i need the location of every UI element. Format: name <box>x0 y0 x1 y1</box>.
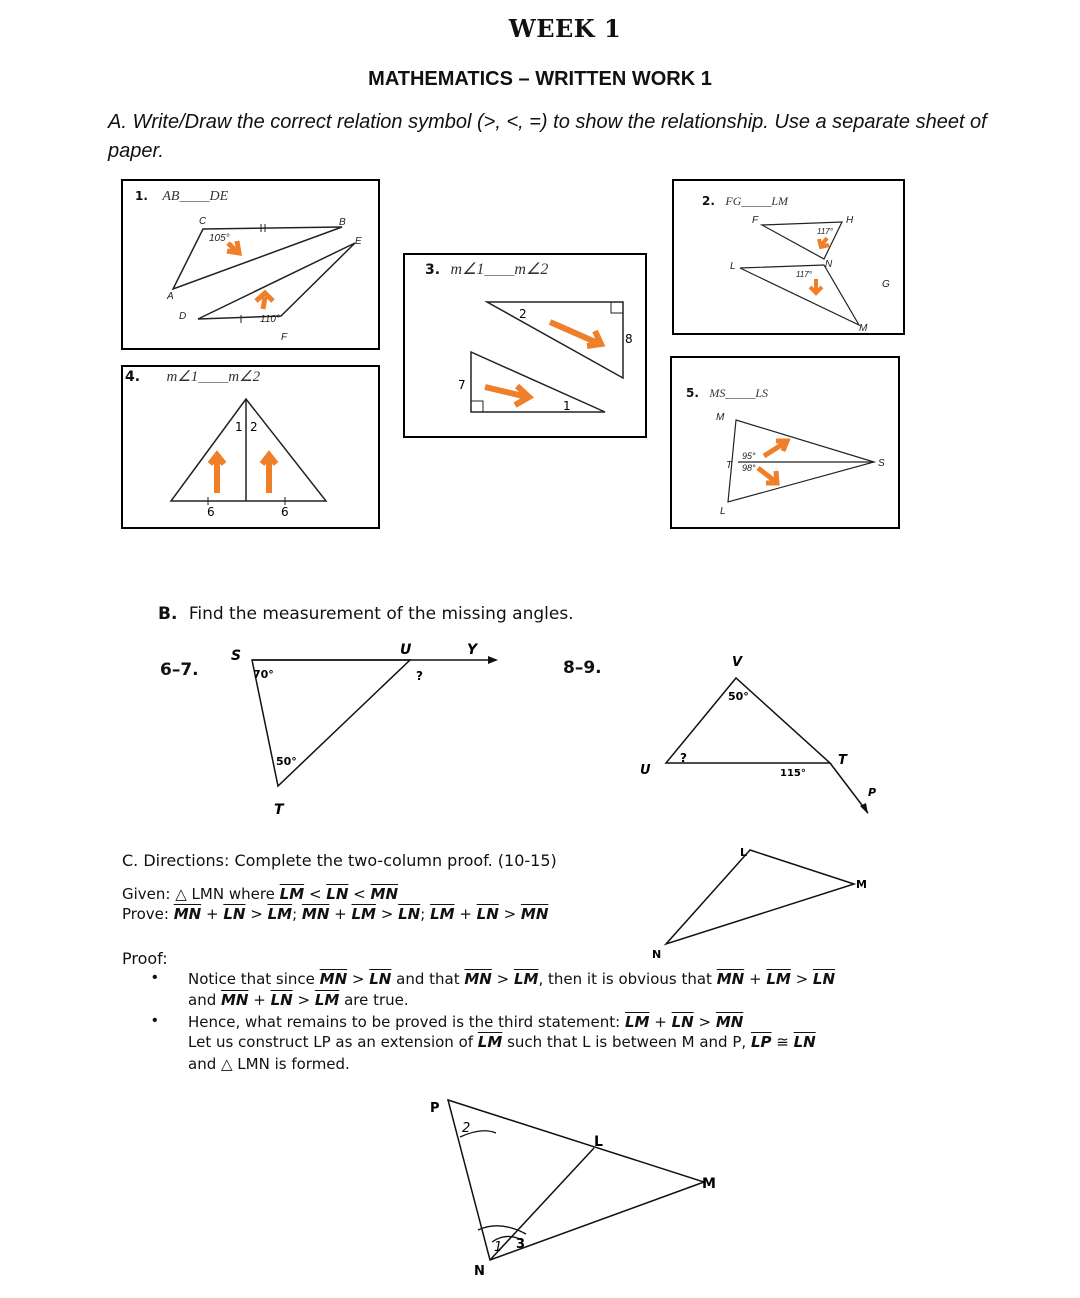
item-number: 1. <box>135 189 148 203</box>
segment: $\overline{MN}$ <box>520 905 549 923</box>
side-length: 7 <box>458 378 466 392</box>
item-number: 4. <box>125 369 141 385</box>
operator: + <box>248 991 271 1009</box>
operator: + <box>649 1013 672 1031</box>
item-1-figure <box>123 181 378 348</box>
section-heading-text: Find the measurement of the missing angles. <box>188 604 574 624</box>
vertex-label: M <box>716 412 725 423</box>
vertex-label: M <box>859 323 868 333</box>
vertex-label: L <box>730 261 736 272</box>
item-3-box <box>403 253 647 438</box>
given-statement <box>122 885 398 904</box>
vertex-label: N <box>652 948 662 961</box>
vertex-label: G <box>882 279 890 290</box>
item-right: LM <box>771 194 789 208</box>
side-length: 6 <box>207 505 215 519</box>
text: are true. <box>339 991 409 1009</box>
angle-label: 117° <box>796 270 812 279</box>
operator: > <box>693 1013 716 1031</box>
item-4-figure <box>123 367 378 527</box>
segment: $\overline{LN}$ <box>398 905 421 923</box>
angle-label: 98° <box>742 463 756 473</box>
segment: $\overline{LM}$ <box>477 1033 503 1051</box>
item-left: AB <box>162 189 180 204</box>
item-blank: _____ <box>179 189 210 203</box>
section-a-instruction: A. Write/Draw the correct relation symbol (>, <, =) to show the relationship. Use a separate sheet of paper. <box>108 111 987 162</box>
operator: + <box>454 905 477 923</box>
segment: $\overline{MN}$ <box>715 1013 744 1031</box>
angle-number: 1 <box>235 420 243 434</box>
prove-prefix: Prove: <box>122 905 169 923</box>
proof-label: Proof: <box>122 949 168 968</box>
construction-figure <box>420 1092 740 1282</box>
item-3-figure <box>405 255 645 436</box>
problem-8-9-figure <box>630 648 900 823</box>
angle-label: 50° <box>728 690 749 703</box>
item-1-box <box>121 179 380 350</box>
vertex-label: T <box>274 802 284 818</box>
item-right: m∠2 <box>228 369 261 385</box>
segment: $\overline{MN}$ <box>464 970 492 988</box>
operator: > <box>347 970 370 988</box>
given-prefix: Given: △ LMN where <box>122 885 275 903</box>
angle-number: 2 <box>462 1121 471 1136</box>
prove-statement <box>122 905 548 924</box>
segment: $\overline{MN}$ <box>173 905 202 923</box>
operator: ; <box>420 905 431 923</box>
problem-6-7-label: 6–7. <box>160 660 199 680</box>
vertex-label: S <box>231 648 242 664</box>
text: and that <box>391 970 465 988</box>
segment: $\overline{LM}$ <box>766 970 791 988</box>
segment: $\overline{LM}$ <box>430 905 455 923</box>
operator: > <box>491 970 514 988</box>
vertex-label: L <box>740 846 748 859</box>
item-number: 3. <box>425 262 441 278</box>
proof-bullet-2-line-1 <box>188 1013 743 1032</box>
segment: $\overline{MN}$ <box>716 970 745 988</box>
item-left: FG <box>725 194 742 208</box>
item-left: MS <box>709 386 726 400</box>
vertex-label: D <box>179 311 187 322</box>
vertex-label: Y <box>467 642 478 658</box>
vertex-label: M <box>702 1176 716 1192</box>
problem-6-7-figure <box>220 638 520 823</box>
item-2-figure <box>674 181 903 333</box>
proof-bullet-2-line-2 <box>188 1033 816 1052</box>
vertex-label: P <box>430 1101 440 1116</box>
item-5-box <box>670 356 900 529</box>
page-title: WEEK 1 <box>508 14 622 43</box>
item-left: m∠1 <box>166 369 199 385</box>
vertex-label: P <box>868 786 877 799</box>
operator: + <box>329 905 352 923</box>
segment: $\overline{LN}$ <box>270 991 293 1009</box>
vertex-label: V <box>732 655 743 670</box>
vertex-label: L <box>594 1134 603 1150</box>
proof-bullet-1-line-2 <box>188 991 409 1010</box>
item-4-box <box>121 365 380 529</box>
text: Hence, what remains to be proved is the third statement: <box>188 1013 625 1031</box>
item-number: 2. <box>702 194 715 208</box>
angle-label: 115° <box>780 768 806 779</box>
operator: > <box>376 905 399 923</box>
text: and <box>188 991 221 1009</box>
operator: < <box>304 885 327 903</box>
angle-number: 1 <box>494 1240 503 1255</box>
angle-label: ? <box>416 669 423 683</box>
proof-bullet-1-line-1 <box>188 970 835 989</box>
operator: ; <box>292 905 302 923</box>
segment: $\overline{LN}$ <box>326 885 349 903</box>
operator: > <box>790 970 813 988</box>
segment: $\overline{MN}$ <box>301 905 330 923</box>
section-letter: B. <box>158 604 178 624</box>
section-b-heading <box>158 604 574 624</box>
vertex-label: E <box>355 236 362 247</box>
segment: $\overline{LP}$ <box>750 1033 772 1051</box>
segment: $\overline{LN}$ <box>793 1033 816 1051</box>
item-2-box <box>672 179 905 335</box>
angle-number: 3 <box>516 1237 526 1252</box>
angle-label: 95° <box>742 451 756 461</box>
angle-label: 110° <box>260 314 280 325</box>
bullet-icon: • <box>152 1012 158 1029</box>
angle-label: 70° <box>253 668 274 681</box>
vertex-label: U <box>400 642 412 658</box>
vertex-label: N <box>474 1264 485 1279</box>
vertex-label: M <box>856 878 867 891</box>
segment: $\overline{LN}$ <box>223 905 246 923</box>
operator: < <box>348 885 371 903</box>
operator: ≅ <box>771 1033 794 1051</box>
item-number: 5. <box>686 386 699 400</box>
segment: $\overline{LM}$ <box>279 885 305 903</box>
item-blank: _____ <box>484 263 515 277</box>
vertex-label: T <box>838 753 847 768</box>
problem-8-9-label: 8–9. <box>563 658 602 678</box>
vertex-label: L <box>720 506 726 517</box>
angle-label: 105° <box>209 233 230 244</box>
side-length: 6 <box>281 505 289 519</box>
bullet-icon: • <box>152 969 158 986</box>
segment: $\overline{MN}$ <box>221 991 249 1009</box>
item-5-figure <box>672 358 898 527</box>
operator: + <box>744 970 767 988</box>
segment: $\overline{MN}$ <box>370 885 398 903</box>
vertex-label: F <box>281 332 288 343</box>
operator: > <box>245 905 268 923</box>
angle-label: ? <box>680 751 687 765</box>
angle-number: 2 <box>519 307 527 321</box>
segment: $\overline{LM}$ <box>314 991 340 1009</box>
segment: $\overline{LM}$ <box>267 905 293 923</box>
item-blank: _____ <box>198 370 229 384</box>
segment: $\overline{LM}$ <box>513 970 539 988</box>
operator: > <box>498 905 521 923</box>
proof-bullet-2-line-3: and △ LMN is formed. <box>188 1055 350 1073</box>
segment: $\overline{LM}$ <box>351 905 376 923</box>
segment: $\overline{LN}$ <box>476 905 499 923</box>
segment: $\overline{LN}$ <box>369 970 392 988</box>
vertex-label: C <box>199 216 207 227</box>
side-length: 8 <box>625 332 633 346</box>
text: Let us construct LP as an extension of <box>188 1033 478 1051</box>
vertex-label: F <box>752 215 759 226</box>
segment: $\overline{MN}$ <box>319 970 348 988</box>
vertex-label: S <box>878 458 885 469</box>
text: Notice that since <box>188 970 320 988</box>
angle-label: 117° <box>817 227 833 236</box>
vertex-label: N <box>825 259 833 270</box>
vertex-label: T <box>726 460 733 471</box>
angle-label: 50° <box>276 755 297 768</box>
item-blank: _____ <box>741 194 772 208</box>
section-c-directions: C. Directions: Complete the two-column proof. (10-15) <box>122 851 557 870</box>
vertex-label: B <box>339 217 346 228</box>
angle-number: 2 <box>250 420 258 434</box>
vertex-label: U <box>640 763 651 778</box>
item-right: m∠2 <box>514 261 549 278</box>
item-right: LS <box>755 386 769 400</box>
vertex-label: A <box>167 291 174 302</box>
text: , then it is obvious that <box>538 970 717 988</box>
item-right: DE <box>209 189 229 204</box>
vertex-label: H <box>846 215 854 226</box>
item-blank: _____ <box>725 386 756 400</box>
operator: + <box>201 905 224 923</box>
worksheet-subtitle: MATHEMATICS – WRITTEN WORK 1 <box>368 68 712 90</box>
segment: $\overline{LN}$ <box>812 970 836 988</box>
operator: > <box>292 991 315 1009</box>
triangle-lmn-figure <box>640 838 880 963</box>
angle-number: 1 <box>563 399 571 413</box>
segment: $\overline{LN}$ <box>671 1013 694 1031</box>
item-left: m∠1 <box>450 261 485 278</box>
text: such that L is between M and P, <box>502 1033 751 1051</box>
segment: $\overline{LM}$ <box>624 1013 650 1031</box>
